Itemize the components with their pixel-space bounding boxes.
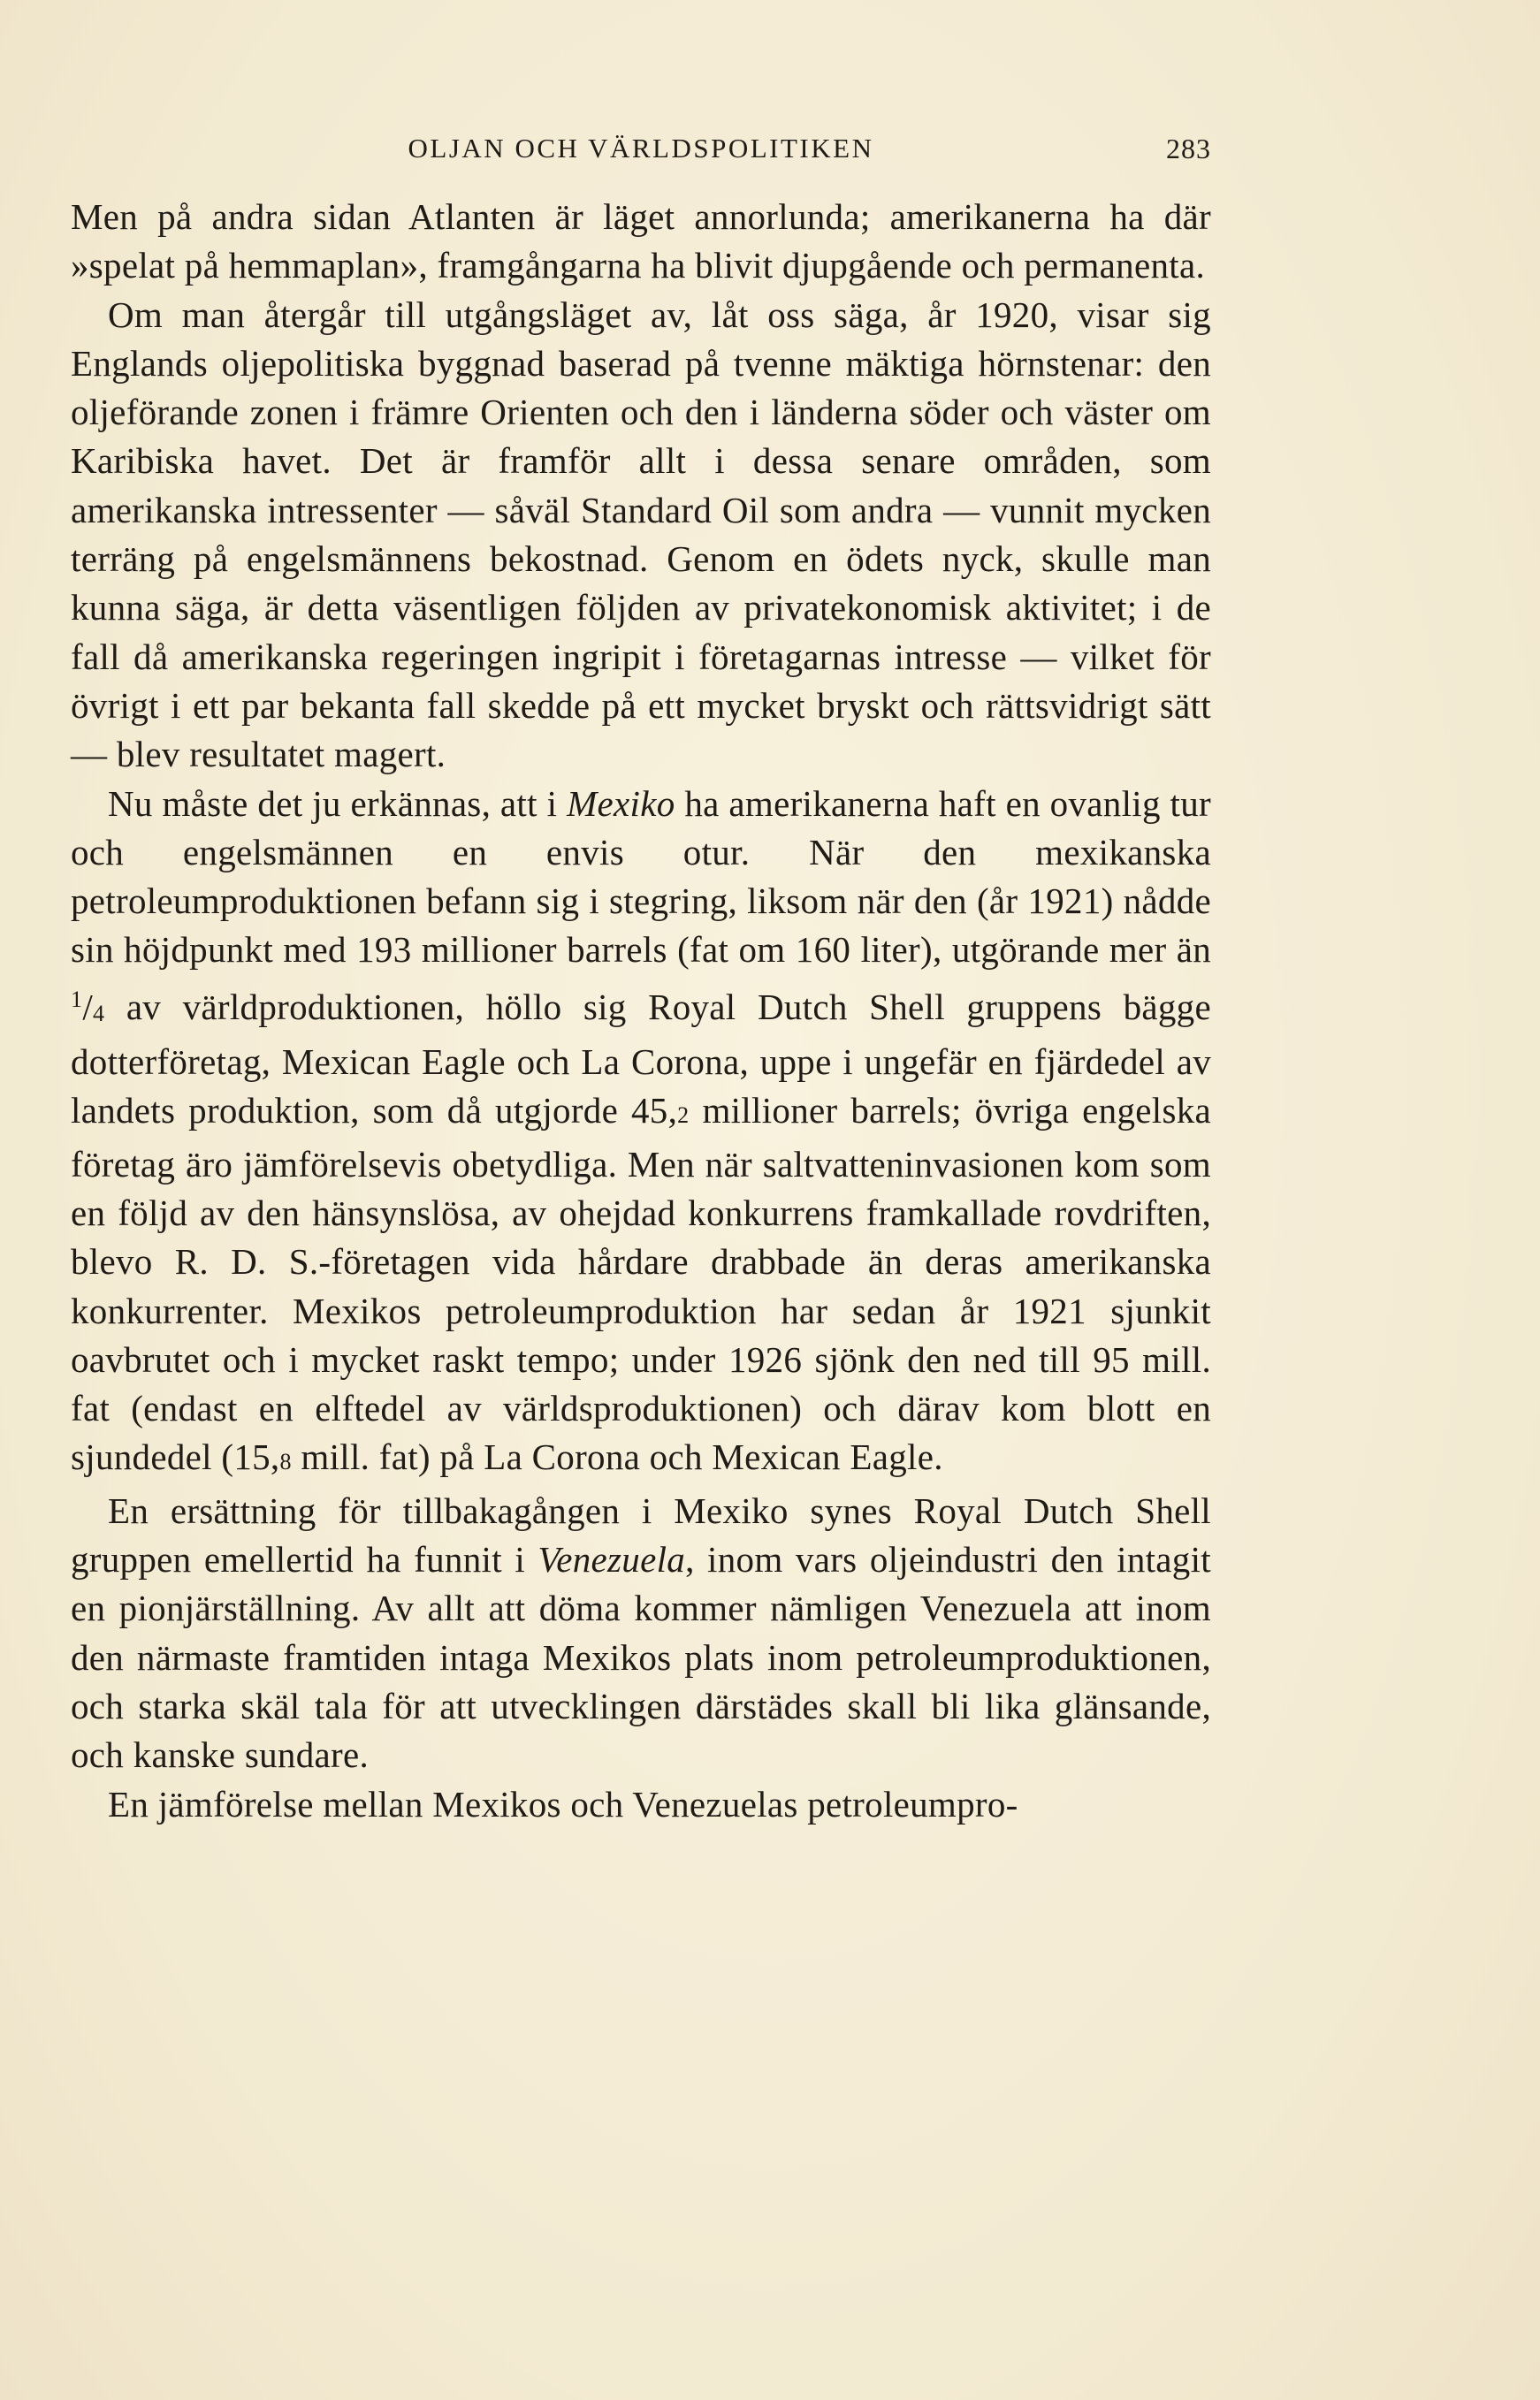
- paragraph-3-text-d: millioner barrels; övriga engelska företag äro jämförelsevis obetydliga. Men när saltvatteninvasionen kom som en följd av den hänsynslösa, av ohejdad konkurrens framkallade rovdriften, blevo R. D. S.-företagen vida hårdare drabbade än deras amerikanska konkurrenter. Mexikos petroleumproduktion har sedan år 1921 sjunkit oavbrutet och i mycket raskt tempo; under 1926 sjönk den ned till 95 mill. fat (endast en elftedel av världsproduktionen) och därav kom blott en sjundedel (15,: [71, 1090, 1211, 1478]
- paragraph-4-text-a: En ersättning för tillbakagången i Mexiko synes Royal Dutch Shell gruppen emellertid ha funnit i: [71, 1490, 1211, 1581]
- paragraph-3-text-c: av världproduktionen, höllo sig Royal Dutch Shell gruppens bägge dotterföretag, Mexican Eagle och La Corona, uppe i ungefär en fjärdedel av landets produktion, som då utgjorde 45,: [71, 986, 1211, 1131]
- paragraph-1-text: Men på andra sidan Atlanten är läget annorlunda; amerikanerna ha där »spelat på hemmaplan», framgångarna ha blivit djupgående och permanenta.: [71, 196, 1211, 286]
- decimal-digit-2: 8: [279, 1449, 292, 1475]
- fraction-denominator: 4: [93, 1000, 105, 1026]
- paragraph-5-text: En jämförelse mellan Mexikos och Venezuelas petroleumpro-: [108, 1783, 1018, 1825]
- paragraph-3-text-a: Nu måste det ju erkännas, att i: [108, 782, 558, 824]
- country-mexiko: Mexiko: [567, 782, 675, 824]
- paragraph-3: Nu måste det ju erkännas, att i Mexiko ha amerikanerna haft en ovanlig tur och engelsmännen en envis otur. När den mexikanska petroleumproduktionen befann sig i stegring, liksom när den (år 1921) nådde sin höjdpunkt med 193 millioner barrels (fat om 160 liter), utgörande mer än $^1$/4 av världproduktionen, höllo sig Royal Dutch Shell gruppens bägge dotterföretag, Mexican Eagle och La Corona, uppe i ungefär en fjärdedel av landets produktion, som då utgjorde 45,2 millioner barrels; övriga engelska företag äro jämförelsevis obetydliga. Men när saltvatteninvasionen kom som en följd av den hänsynslösa, av ohejdad konkurrens framkallade rovdriften, blevo R. D. S.-företagen vida hårdare drabbade än deras amerikanska konkurrenter. Mexikos petroleumproduktion har sedan år 1921 sjunkit oavbrutet och i mycket raskt tempo; under 1926 sjönk den ned till 95 mill. fat (endast en elftedel av världsproduktionen) och därav kom blott en sjundedel (15,8 mill. fat) på La Corona och Mexican Eagle.: [71, 782, 1211, 1478]
- paragraph-5: [71, 1780, 1211, 1829]
- page-header: [71, 133, 1211, 168]
- fraction-numerator: 1: [71, 986, 83, 1012]
- page-number: 283: [1166, 133, 1211, 164]
- running-title: OLJAN OCH VÄRLDSPOLITIKEN: [408, 133, 874, 164]
- decimal-digit-1: 2: [677, 1102, 690, 1129]
- paragraph-1: [71, 193, 1211, 291]
- paragraph-4-text-b: , inom vars oljeindustri den intagit en pionjärställning. Av allt att döma kommer nämligen Venezuela att inom den närmaste framtiden intaga Mexikos plats inom petroleumproduktionen, och starka skäl tala för att utvecklingen därstädes skall bli lika glänsande, och kanske sundare.: [71, 1539, 1211, 1776]
- paragraph-3-text-b: ha amerikanerna haft en ovanlig tur och engelsmännen en envis otur. När den mexikanska petroleumproduktionen befann sig i stegring, liksom när den (år 1921) nådde sin höjdpunkt med 193 millioner barrels (fat om 160 liter), utgörande mer än: [71, 782, 1211, 971]
- paragraph-2-text: Om man återgår till utgångsläget av, låt oss säga, år 1920, visar sig Englands oljepolitiska byggnad baserad på tvenne mäktiga hörnstenar: den oljeförande zonen i främre Orienten och den i länderna söder och väster om Karibiska havet. Det är framför allt i dessa senare områden, som amerikanska intressenter — såväl Standard Oil som andra — vunnit mycken terräng på engelsmännens bekostnad. Genom en ödets nyck, skulle man kunna säga, är detta väsentligen följden av privatekonomisk aktivitet; i de fall då amerikanska regeringen ingripit i företagarnas intresse — vilket för övrigt i ett par bekanta fall skedde på ett mycket bryskt och rättsvidrigt sätt — blev resultatet magert.: [71, 293, 1211, 775]
- paragraph-4: [71, 1487, 1211, 1780]
- paragraph-3-text-e: mill. fat) på La Corona och Mexican Eagle.: [301, 1436, 943, 1478]
- body-text: [71, 193, 1211, 1829]
- paragraph-2: [71, 291, 1211, 780]
- country-venezuela: Venezuela: [537, 1539, 686, 1581]
